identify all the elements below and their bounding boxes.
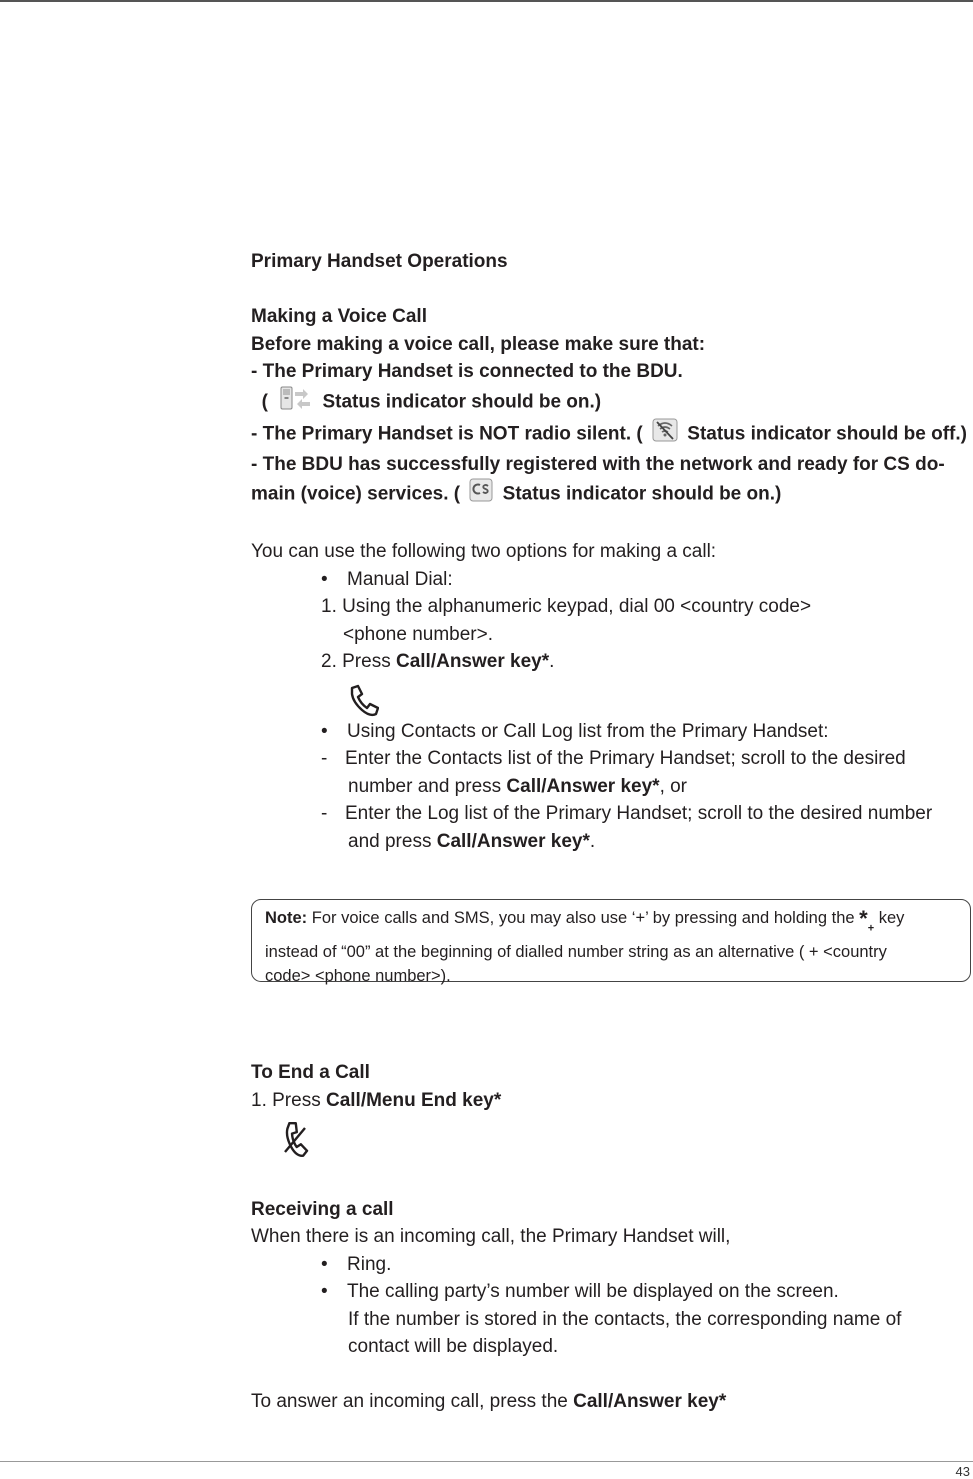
dash-contacts-cont: number and press Call/Answer key*, or: [348, 775, 688, 797]
end-call-key-icon: [279, 1122, 311, 1167]
bullet-dot: •: [321, 568, 328, 590]
bullet-manual-dial: • Manual Dial:: [251, 566, 971, 594]
step-1: 1. Using the alphanumeric keypad, dial 00 <country code>: [321, 596, 812, 617]
bullet-contacts: • Using Contacts or Call Log list from the Primary Handset:: [251, 718, 971, 746]
requirement-3-line2: main (voice) services. ( Status indicator should be on.): [251, 478, 971, 511]
options-intro: You can use the following two options for making a call:: [251, 541, 717, 562]
making-call-intro: Before making a voice call, please make sure that:: [251, 333, 706, 355]
requirement-1-status: ( Status indicator should be on.): [251, 386, 971, 419]
making-call-heading: Making a Voice Call: [251, 306, 427, 327]
cs-domain-icon: [469, 478, 493, 511]
radio-silent-icon: [652, 418, 678, 451]
bottom-rule: [0, 1461, 973, 1462]
page-number: 43: [955, 1464, 970, 1479]
end-call-step: 1. Press Call/Menu End key*: [251, 1089, 502, 1111]
receiving-heading: Receiving a call: [251, 1198, 394, 1220]
receiving-cont-2: contact will be displayed.: [348, 1336, 559, 1357]
answer-instruction: To answer an incoming call, press the Call/Answer key*: [251, 1391, 727, 1412]
end-key-row: [251, 1114, 971, 1168]
dash-contacts: - Enter the Contacts list of the Primary Handset; scroll to the desired: [321, 748, 906, 769]
receiving-intro: When there is an incoming call, the Primary Handset will,: [251, 1226, 731, 1247]
bullet-dot: •: [321, 720, 328, 742]
receiving-cont-1: If the number is stored in the contacts, the corresponding name of: [348, 1308, 902, 1330]
bullet-number-displayed: • The calling party’s number will be displayed on the screen.: [251, 1278, 971, 1306]
step-2: 2. Press Call/Answer key*.: [321, 651, 555, 672]
requirement-1: - The Primary Handset is connected to the BDU.: [251, 361, 683, 382]
end-call-heading: To End a Call: [251, 1062, 370, 1083]
handset-connected-icon: [277, 386, 313, 419]
note-line-2: instead of “00” at the beginning of dialled number string as an alternative ( + <country: [265, 943, 887, 962]
bullet-dot: •: [321, 1281, 328, 1302]
bullet-ring: • Ring.: [251, 1251, 971, 1279]
requirement-2: - The Primary Handset is NOT radio silent. ( Status indicator should be off.): [251, 418, 971, 451]
main-content: [251, 248, 971, 855]
dash-log-cont: and press Call/Answer key*.: [348, 830, 596, 852]
star-plus-key-icon: $*_+$: [859, 906, 875, 935]
note-line-3: code> <phone number>).: [265, 967, 451, 986]
bullet-dot: •: [321, 1253, 328, 1275]
note-line-1: Note: For voice calls and SMS, you may also use ‘+’ by pressing and holding the $*_+$ key: [265, 906, 905, 935]
page-title: Primary Handset Operations: [251, 251, 508, 272]
dash-log: - Enter the Log list of the Primary Handset; scroll to the desired number: [321, 803, 933, 824]
note-box: [251, 899, 971, 986]
call-key-row: [251, 676, 971, 718]
step-1-cont: <phone number>.: [343, 623, 494, 645]
top-rule: [0, 0, 973, 2]
secondary-content: [251, 1059, 971, 1416]
requirement-3-line1: - The BDU has successfully registered with the network and ready for CS do-: [251, 453, 945, 475]
